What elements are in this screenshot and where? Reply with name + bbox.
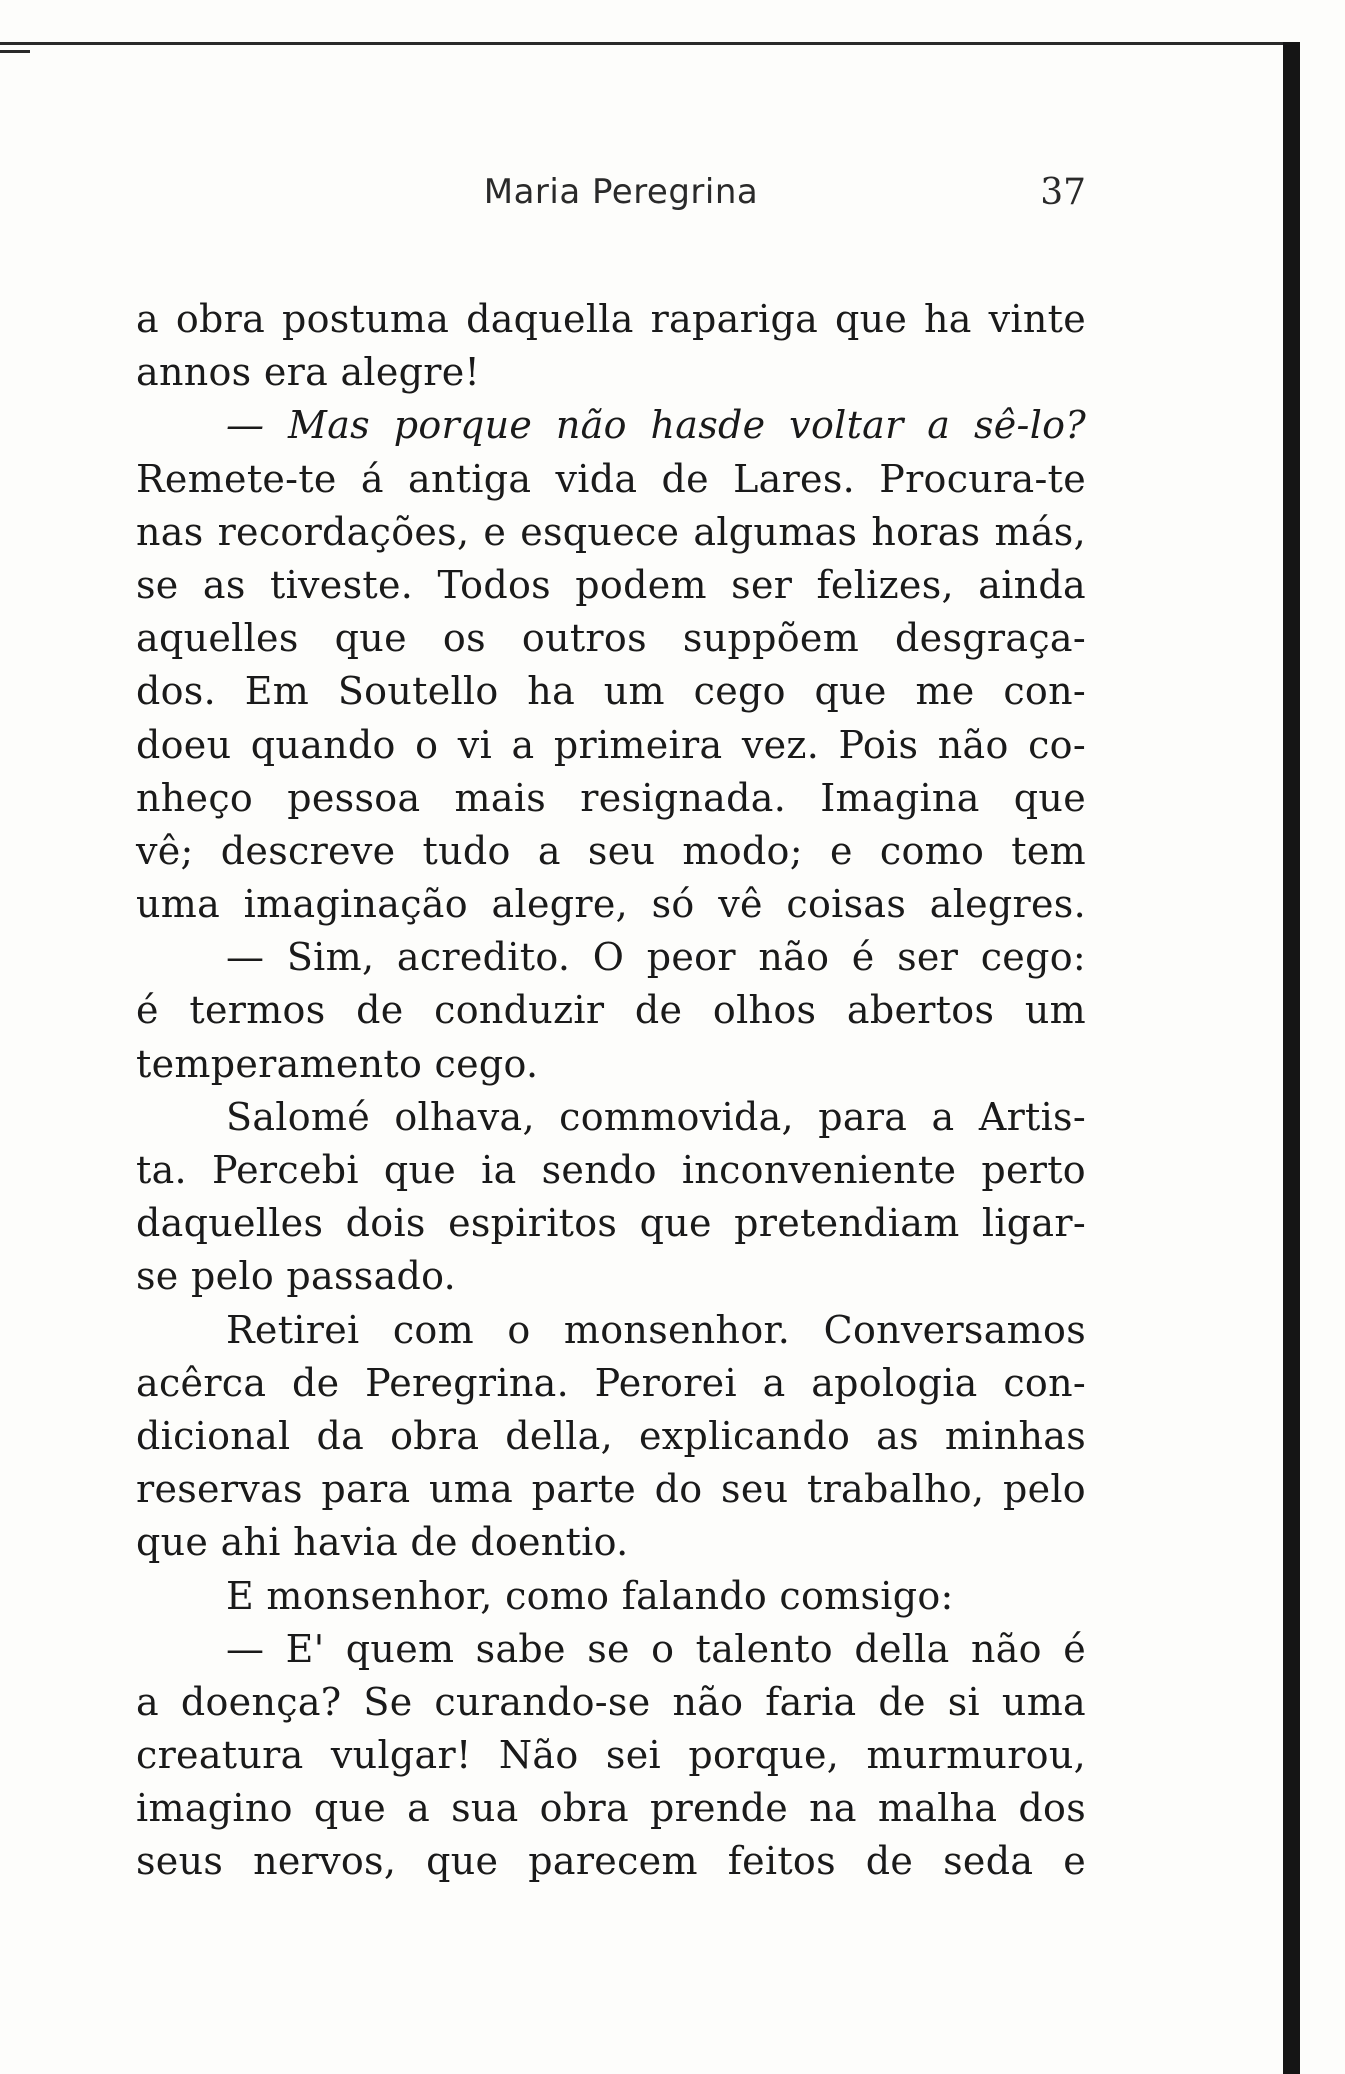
top-border-mark [0,50,30,53]
text-line: — Sim, acredito. O peor não é ser cego: [226,935,1086,980]
text-line: ta. Percebi que ia sendo inconveniente perto [136,1148,1086,1192]
right-page-edge [1283,42,1300,2074]
text-line: nas recordações, e esquece algumas horas más, [136,509,1086,554]
page-number: 37 [1040,172,1086,213]
text-line: creatura vulgar! Não sei porque, murmurou, [136,1733,1086,1778]
text-line: a doença? Se curando-se não faria de si uma [136,1679,1086,1724]
text-line: que ahi havia de doentio. [136,1520,629,1565]
text-line: Retirei com o monsenhor. Conversamos [226,1307,1086,1352]
text-line: se pelo passado. [136,1254,457,1299]
text-line: — Mas porque não hasde voltar a sê-lo? [226,403,1086,448]
text-line: daquelles dois espiritos que pretendiam ligar- [136,1201,1086,1246]
page-header [136,172,1086,222]
text-line: dos. Em Soutello ha um cego que me con- [136,669,1086,714]
text-line: temperamento cego. [136,1041,539,1086]
text-line: nheço pessoa mais resignada. Imagina que [136,775,1086,820]
text-line: dicional da obra della, explicando as minhas [136,1413,1086,1458]
text-line: é termos de conduzir de olhos abertos um [136,988,1086,1033]
text-line: Salomé olhava, commovida, para a Artis- [226,1094,1086,1139]
text-line: uma imaginação alegre, só vê coisas alegres. [136,882,1086,927]
top-border-line [0,42,1290,45]
text-line: — E' quem sabe se o talento della não é [226,1626,1086,1671]
text-line: a obra postuma daquella rapariga que ha vinte [136,297,1086,341]
text-line: annos era alegre! [136,350,481,395]
text-line: acêrca de Peregrina. Perorei a apologia con- [136,1360,1086,1405]
text-line: imagino que a sua obra prende na malha dos [136,1786,1086,1831]
body-text [136,293,1086,1889]
running-title: Maria Peregrina [483,172,759,212]
text-line: aquelles que os outros suppõem desgraça- [136,616,1086,661]
text-line: E monsenhor, como falando comsigo: [226,1573,954,1618]
text-line: Remete-te á antiga vida de Lares. Procura-te [136,456,1086,501]
text-line: reservas para uma parte do seu trabalho, pelo [136,1467,1086,1512]
text-line: se as tiveste. Todos podem ser felizes, ainda [136,562,1086,607]
text-line: doeu quando o vi a primeira vez. Pois não co- [136,722,1086,767]
text-line: vê; descreve tudo a seu modo; e como tem [136,828,1086,873]
text-line: seus nervos, que parecem feitos de seda e [136,1839,1086,1884]
